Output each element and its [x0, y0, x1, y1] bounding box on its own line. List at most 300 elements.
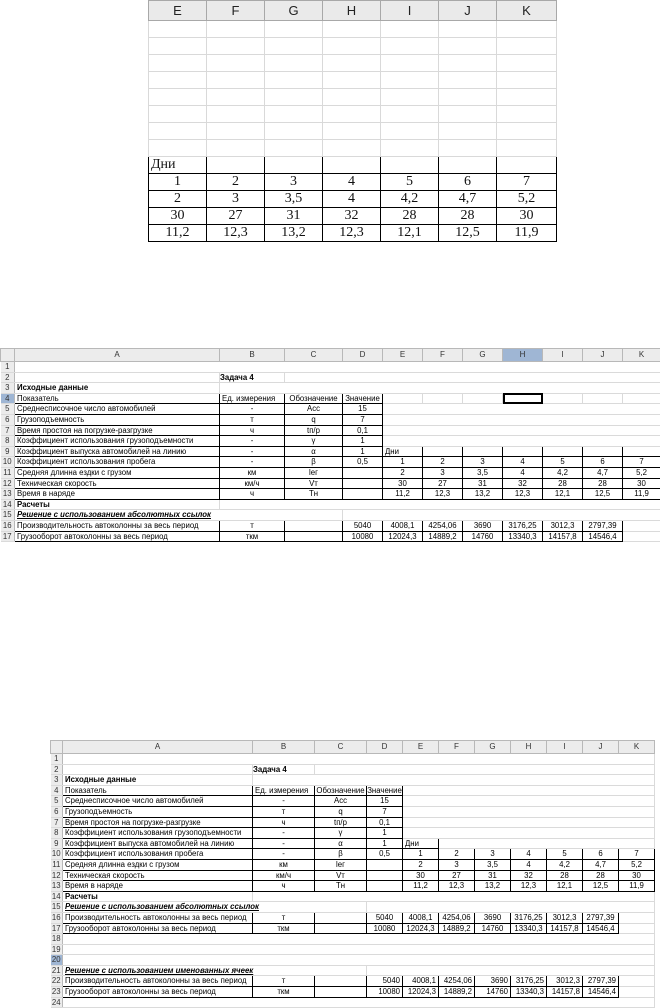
param-unit[interactable]: - [220, 446, 285, 457]
turnover-day[interactable]: 14546,4 [583, 923, 619, 934]
cell[interactable] [503, 446, 543, 457]
row-header[interactable]: 13 [51, 881, 63, 892]
col-header-f[interactable]: F [207, 1, 265, 21]
cell[interactable] [619, 976, 655, 987]
param-symbol[interactable]: Асс [315, 796, 367, 807]
turnover-day[interactable]: 12024,3 [403, 987, 439, 998]
param-value[interactable]: 0,1 [343, 425, 383, 436]
productivity-day[interactable]: 4008,1 [403, 976, 439, 987]
row-header[interactable]: 12 [1, 478, 15, 489]
col-header-f[interactable]: F [439, 741, 475, 754]
col-header-a[interactable]: A [15, 349, 220, 362]
cell[interactable] [323, 157, 381, 174]
time-cell[interactable]: 11,9 [497, 225, 557, 242]
cell[interactable] [315, 923, 367, 934]
cell[interactable] [383, 404, 660, 415]
param-unit[interactable]: - [253, 838, 315, 849]
cell[interactable] [253, 775, 655, 786]
param-value[interactable] [343, 478, 383, 489]
param-symbol[interactable]: tп/р [315, 817, 367, 828]
abs-ref-title[interactable]: Решение с использованием абсолютных ссылок [15, 510, 343, 521]
time-cell[interactable]: 12,3 [439, 881, 475, 892]
turnover-day[interactable]: 14760 [475, 987, 511, 998]
col-header-h[interactable]: H [503, 349, 543, 362]
speed-cell[interactable]: 30 [383, 478, 423, 489]
empty-row[interactable] [63, 754, 655, 765]
param-unit[interactable]: км [220, 467, 285, 478]
param-symbol[interactable]: Тн [285, 489, 343, 500]
length-cell[interactable]: 3,5 [463, 467, 503, 478]
turnover-day[interactable]: 14889,2 [439, 987, 475, 998]
day-cell[interactable]: 3 [463, 457, 503, 468]
time-cell[interactable]: 11,2 [403, 881, 439, 892]
turnover-unit[interactable]: ткм [220, 531, 285, 542]
param-symbol[interactable]: Тн [315, 881, 367, 892]
productivity-day[interactable]: 3012,3 [547, 912, 583, 923]
param-value[interactable]: 7 [367, 806, 403, 817]
cell[interactable] [207, 157, 265, 174]
row-header[interactable]: 16 [1, 520, 15, 531]
cell[interactable] [381, 140, 439, 157]
param-value[interactable]: 0,1 [367, 817, 403, 828]
day-cell[interactable]: 2 [207, 174, 265, 191]
corner-select-all[interactable] [1, 349, 15, 362]
cell[interactable] [583, 446, 623, 457]
turnover-total[interactable]: 10080 [367, 987, 403, 998]
cell[interactable] [623, 531, 660, 542]
row-header[interactable]: 22 [51, 976, 63, 987]
row-header[interactable]: 6 [51, 806, 63, 817]
param-value[interactable] [367, 870, 403, 881]
header-unit[interactable]: Ед. измерения [253, 785, 315, 796]
row-header[interactable]: 4 [51, 785, 63, 796]
cell[interactable] [381, 123, 439, 140]
row-header[interactable]: 14 [1, 499, 15, 510]
param-unit[interactable]: - [253, 849, 315, 860]
cell[interactable] [381, 21, 439, 38]
empty-row[interactable] [15, 362, 660, 373]
turnover-day[interactable]: 14157,8 [547, 923, 583, 934]
param-value[interactable] [343, 467, 383, 478]
speed-cell[interactable]: 30 [403, 870, 439, 881]
cell[interactable] [285, 372, 660, 383]
cell[interactable] [623, 393, 660, 404]
cell[interactable] [497, 106, 557, 123]
speed-cell[interactable]: 31 [265, 208, 323, 225]
cell[interactable] [463, 446, 503, 457]
time-cell[interactable]: 11,9 [623, 489, 660, 500]
productivity-day[interactable]: 3176,25 [511, 976, 547, 987]
length-cell[interactable]: 5,2 [497, 191, 557, 208]
row-header[interactable]: 11 [1, 467, 15, 478]
col-header-i[interactable]: I [543, 349, 583, 362]
length-cell[interactable]: 5,2 [623, 467, 660, 478]
turnover-day[interactable]: 12024,3 [403, 923, 439, 934]
length-cell[interactable]: 5,2 [619, 859, 655, 870]
param-symbol[interactable]: lег [315, 859, 367, 870]
cell[interactable] [497, 72, 557, 89]
productivity-day[interactable]: 4254,06 [439, 912, 475, 923]
row-header[interactable]: 15 [51, 902, 63, 913]
time-cell[interactable]: 13,2 [463, 489, 503, 500]
cell[interactable] [497, 21, 557, 38]
param-value[interactable] [367, 881, 403, 892]
productivity-day[interactable]: 4254,06 [423, 520, 463, 531]
length-cell[interactable]: 4,2 [543, 467, 583, 478]
cell[interactable] [315, 764, 655, 775]
time-cell[interactable]: 12,1 [547, 881, 583, 892]
time-cell[interactable]: 11,2 [149, 225, 207, 242]
turnover-name[interactable]: Грузооборот автоколонны за весь период [15, 531, 220, 542]
col-header-g[interactable]: G [463, 349, 503, 362]
cell[interactable] [583, 393, 623, 404]
cell[interactable] [323, 55, 381, 72]
turnover-day[interactable]: 13340,3 [511, 987, 547, 998]
cell[interactable] [423, 393, 463, 404]
param-symbol[interactable]: q [315, 806, 367, 817]
col-header-e[interactable]: E [149, 1, 207, 21]
row-header[interactable]: 18 [51, 934, 63, 945]
col-header-k[interactable]: K [497, 1, 557, 21]
day-cell[interactable]: 2 [439, 849, 475, 860]
length-cell[interactable]: 4,7 [439, 191, 497, 208]
cell[interactable] [149, 21, 207, 38]
turnover-name[interactable]: Грузооборот автоколонны за весь период [63, 923, 253, 934]
cell[interactable] [439, 21, 497, 38]
cell[interactable] [149, 123, 207, 140]
param-symbol[interactable]: tп/р [285, 425, 343, 436]
productivity-day[interactable]: 4008,1 [383, 520, 423, 531]
cell[interactable] [323, 123, 381, 140]
time-cell[interactable]: 12,3 [207, 225, 265, 242]
header-value[interactable]: Значение [343, 393, 383, 404]
param-name[interactable]: Время простоя на погрузке-разгрузке [63, 817, 253, 828]
day-cell[interactable]: 6 [583, 457, 623, 468]
day-cell[interactable]: 4 [511, 849, 547, 860]
param-name[interactable]: Коэффициент использования пробега [15, 457, 220, 468]
day-cell[interactable]: 1 [403, 849, 439, 860]
row-header[interactable]: 19 [51, 944, 63, 955]
turnover-day[interactable]: 14546,4 [583, 987, 619, 998]
param-unit[interactable]: - [220, 457, 285, 468]
speed-cell[interactable]: 28 [543, 478, 583, 489]
param-name[interactable]: Техническая скорость [63, 870, 253, 881]
day-cell[interactable]: 5 [381, 174, 439, 191]
param-name[interactable]: Среднесписочное число автомобилей [63, 796, 253, 807]
time-cell[interactable]: 12,1 [543, 489, 583, 500]
col-header-d[interactable]: D [343, 349, 383, 362]
param-unit[interactable]: ч [253, 881, 315, 892]
row-header[interactable]: 13 [1, 489, 15, 500]
param-symbol[interactable]: α [315, 838, 367, 849]
speed-cell[interactable]: 30 [497, 208, 557, 225]
speed-cell[interactable]: 28 [547, 870, 583, 881]
cell[interactable] [323, 72, 381, 89]
cell[interactable] [207, 140, 265, 157]
col-header-d[interactable]: D [367, 741, 403, 754]
cell[interactable] [543, 446, 583, 457]
speed-cell[interactable]: 27 [439, 870, 475, 881]
row-header[interactable]: 2 [51, 764, 63, 775]
length-cell[interactable]: 4,7 [583, 467, 623, 478]
empty-row[interactable] [63, 934, 655, 945]
cell[interactable] [619, 923, 655, 934]
turnover-day[interactable]: 14889,2 [439, 923, 475, 934]
cell[interactable] [381, 106, 439, 123]
param-symbol[interactable]: β [285, 457, 343, 468]
cell[interactable] [439, 838, 655, 849]
time-cell[interactable]: 12,5 [583, 881, 619, 892]
col-header-g[interactable]: G [475, 741, 511, 754]
header-indicator[interactable]: Показатель [63, 785, 253, 796]
param-symbol[interactable]: Асс [285, 404, 343, 415]
productivity-day[interactable]: 2797,39 [583, 912, 619, 923]
param-value[interactable]: 0,5 [367, 849, 403, 860]
cell[interactable] [15, 372, 220, 383]
cell[interactable] [497, 89, 557, 106]
param-name[interactable]: Коэффициент выпуска автомобилей на линию [63, 838, 253, 849]
row-header[interactable]: 9 [1, 446, 15, 457]
length-cell[interactable]: 3 [423, 467, 463, 478]
cell[interactable] [323, 89, 381, 106]
days-label[interactable]: Дни [383, 446, 423, 457]
cell[interactable] [207, 106, 265, 123]
row-header[interactable]: 8 [1, 436, 15, 447]
header-value[interactable]: Значение [367, 785, 403, 796]
cell[interactable] [265, 123, 323, 140]
cell[interactable] [315, 976, 367, 987]
time-cell[interactable]: 12,5 [583, 489, 623, 500]
cell[interactable] [220, 383, 660, 394]
col-header-h[interactable]: H [323, 1, 381, 21]
cell[interactable] [367, 902, 655, 913]
col-header-e[interactable]: E [403, 741, 439, 754]
task-title[interactable]: Задача 4 [253, 764, 315, 775]
cell[interactable] [381, 157, 439, 174]
cell[interactable] [315, 987, 367, 998]
turnover-day[interactable]: 13340,3 [503, 531, 543, 542]
turnover-day[interactable]: 14889,2 [423, 531, 463, 542]
productivity-total[interactable]: 5040 [343, 520, 383, 531]
turnover-total[interactable]: 10080 [367, 923, 403, 934]
cell[interactable] [423, 446, 463, 457]
cell[interactable] [207, 21, 265, 38]
task-title[interactable]: Задача 4 [220, 372, 285, 383]
length-cell[interactable]: 4 [503, 467, 543, 478]
cell[interactable] [220, 499, 660, 510]
param-unit[interactable]: ч [220, 489, 285, 500]
time-cell[interactable]: 12,1 [381, 225, 439, 242]
days-label-cell[interactable]: Дни [149, 157, 207, 174]
col-header-i[interactable]: I [381, 1, 439, 21]
length-cell[interactable]: 4 [511, 859, 547, 870]
param-symbol[interactable]: α [285, 446, 343, 457]
speed-cell[interactable]: 30 [149, 208, 207, 225]
cell[interactable] [149, 38, 207, 55]
param-unit[interactable]: - [253, 828, 315, 839]
param-symbol[interactable]: Vт [285, 478, 343, 489]
length-cell[interactable]: 3 [439, 859, 475, 870]
day-cell[interactable]: 4 [503, 457, 543, 468]
turnover-unit[interactable]: ткм [253, 923, 315, 934]
cell[interactable] [497, 157, 557, 174]
cell[interactable] [497, 38, 557, 55]
turnover-total[interactable]: 10080 [343, 531, 383, 542]
speed-cell[interactable]: 27 [423, 478, 463, 489]
day-cell[interactable]: 6 [439, 174, 497, 191]
row-header[interactable]: 17 [51, 923, 63, 934]
time-cell[interactable]: 13,2 [265, 225, 323, 242]
header-indicator[interactable]: Показатель [15, 393, 220, 404]
speed-cell[interactable]: 27 [207, 208, 265, 225]
cell[interactable] [381, 38, 439, 55]
param-value[interactable] [343, 489, 383, 500]
productivity-name[interactable]: Производительность автоколонны за весь период [63, 912, 253, 923]
speed-cell[interactable]: 31 [475, 870, 511, 881]
cell[interactable] [543, 393, 583, 404]
length-cell[interactable]: 4,7 [583, 859, 619, 870]
cell[interactable] [207, 89, 265, 106]
cell[interactable] [285, 520, 343, 531]
speed-cell[interactable]: 28 [583, 870, 619, 881]
productivity-total[interactable]: 5040 [367, 976, 403, 987]
cell[interactable] [149, 72, 207, 89]
day-cell[interactable]: 3 [265, 174, 323, 191]
header-symbol[interactable]: Обозначение [285, 393, 343, 404]
param-value[interactable]: 0,5 [343, 457, 383, 468]
cell[interactable] [619, 912, 655, 923]
row-header[interactable]: 21 [51, 965, 63, 976]
cell[interactable] [253, 891, 655, 902]
param-name[interactable]: Средняя длинна ездки с грузом [15, 467, 220, 478]
param-value[interactable]: 1 [343, 436, 383, 447]
length-cell[interactable]: 4,2 [547, 859, 583, 870]
speed-cell[interactable]: 28 [381, 208, 439, 225]
day-cell[interactable]: 2 [423, 457, 463, 468]
turnover-day[interactable]: 13340,3 [511, 923, 547, 934]
empty-row[interactable] [63, 944, 655, 955]
col-header-c[interactable]: C [315, 741, 367, 754]
col-header-e[interactable]: E [383, 349, 423, 362]
row-header[interactable]: 15 [1, 510, 15, 521]
section-source-data[interactable]: Исходные данные [15, 383, 220, 394]
param-name[interactable]: Средняя длинна ездки с грузом [63, 859, 253, 870]
productivity-day[interactable]: 4254,06 [439, 976, 475, 987]
cell[interactable] [265, 72, 323, 89]
cell[interactable] [439, 123, 497, 140]
param-value[interactable]: 7 [343, 414, 383, 425]
param-symbol[interactable]: γ [315, 828, 367, 839]
cell[interactable] [383, 436, 660, 447]
day-cell[interactable]: 1 [383, 457, 423, 468]
productivity-name[interactable]: Производительность автоколонны за весь период [63, 976, 253, 987]
param-unit[interactable]: ч [253, 817, 315, 828]
param-name[interactable]: Среднесписочное число автомобилей [15, 404, 220, 415]
col-header-k[interactable]: K [619, 741, 655, 754]
cell[interactable] [623, 520, 660, 531]
cell[interactable] [619, 987, 655, 998]
turnover-day[interactable]: 14157,8 [543, 531, 583, 542]
cell[interactable] [265, 89, 323, 106]
param-unit[interactable]: - [220, 436, 285, 447]
param-name[interactable]: Время в наряде [15, 489, 220, 500]
cell[interactable] [149, 89, 207, 106]
productivity-day[interactable]: 3176,25 [511, 912, 547, 923]
cell[interactable] [207, 72, 265, 89]
col-header-k[interactable]: K [623, 349, 660, 362]
col-header-c[interactable]: C [285, 349, 343, 362]
cell[interactable] [463, 393, 503, 404]
length-cell[interactable]: 4 [323, 191, 381, 208]
speed-cell[interactable]: 28 [439, 208, 497, 225]
cell[interactable] [323, 38, 381, 55]
row-header[interactable]: 12 [51, 870, 63, 881]
cell[interactable] [265, 21, 323, 38]
cell[interactable] [149, 106, 207, 123]
cell[interactable] [383, 414, 660, 425]
cell[interactable] [439, 55, 497, 72]
turnover-day[interactable]: 14760 [463, 531, 503, 542]
row-header[interactable]: 24 [51, 997, 63, 1008]
cell[interactable] [265, 106, 323, 123]
length-cell[interactable]: 3 [207, 191, 265, 208]
length-cell[interactable]: 3,5 [475, 859, 511, 870]
speed-cell[interactable]: 32 [503, 478, 543, 489]
header-symbol[interactable]: Обозначение [315, 785, 367, 796]
param-name[interactable]: Грузоподъемность [63, 806, 253, 817]
day-cell[interactable]: 1 [149, 174, 207, 191]
productivity-unit[interactable]: т [253, 912, 315, 923]
productivity-day[interactable]: 4008,1 [403, 912, 439, 923]
empty-row[interactable] [63, 955, 655, 966]
cell[interactable] [381, 89, 439, 106]
row-header[interactable]: 23 [51, 987, 63, 998]
cell[interactable] [403, 796, 655, 807]
col-header-j[interactable]: J [583, 349, 623, 362]
turnover-name[interactable]: Грузооборот автоколонны за весь период [63, 987, 253, 998]
col-header-h[interactable]: H [511, 741, 547, 754]
time-cell[interactable]: 11,2 [383, 489, 423, 500]
param-unit[interactable]: т [220, 414, 285, 425]
row-header[interactable]: 10 [1, 457, 15, 468]
active-cell[interactable] [503, 393, 543, 404]
cell[interactable] [149, 55, 207, 72]
cell[interactable] [343, 510, 660, 521]
productivity-name[interactable]: Производительность автоколонны за весь период [15, 520, 220, 531]
col-header-b[interactable]: B [253, 741, 315, 754]
cell[interactable] [315, 912, 367, 923]
row-header[interactable]: 3 [51, 775, 63, 786]
time-cell[interactable]: 12,3 [423, 489, 463, 500]
time-cell[interactable]: 12,3 [323, 225, 381, 242]
row-header[interactable]: 7 [51, 817, 63, 828]
row-header[interactable]: 16 [51, 912, 63, 923]
length-cell[interactable]: 4,2 [381, 191, 439, 208]
cell[interactable] [383, 425, 660, 436]
param-symbol[interactable]: q [285, 414, 343, 425]
cell[interactable] [367, 965, 655, 976]
row-header[interactable]: 5 [51, 796, 63, 807]
cell[interactable] [439, 140, 497, 157]
row-header[interactable]: 1 [1, 362, 15, 373]
day-cell[interactable]: 4 [323, 174, 381, 191]
col-header-g[interactable]: G [265, 1, 323, 21]
param-symbol[interactable]: β [315, 849, 367, 860]
cell[interactable] [323, 140, 381, 157]
cell[interactable] [207, 55, 265, 72]
productivity-day[interactable]: 2797,39 [583, 976, 619, 987]
day-cell[interactable]: 7 [623, 457, 660, 468]
